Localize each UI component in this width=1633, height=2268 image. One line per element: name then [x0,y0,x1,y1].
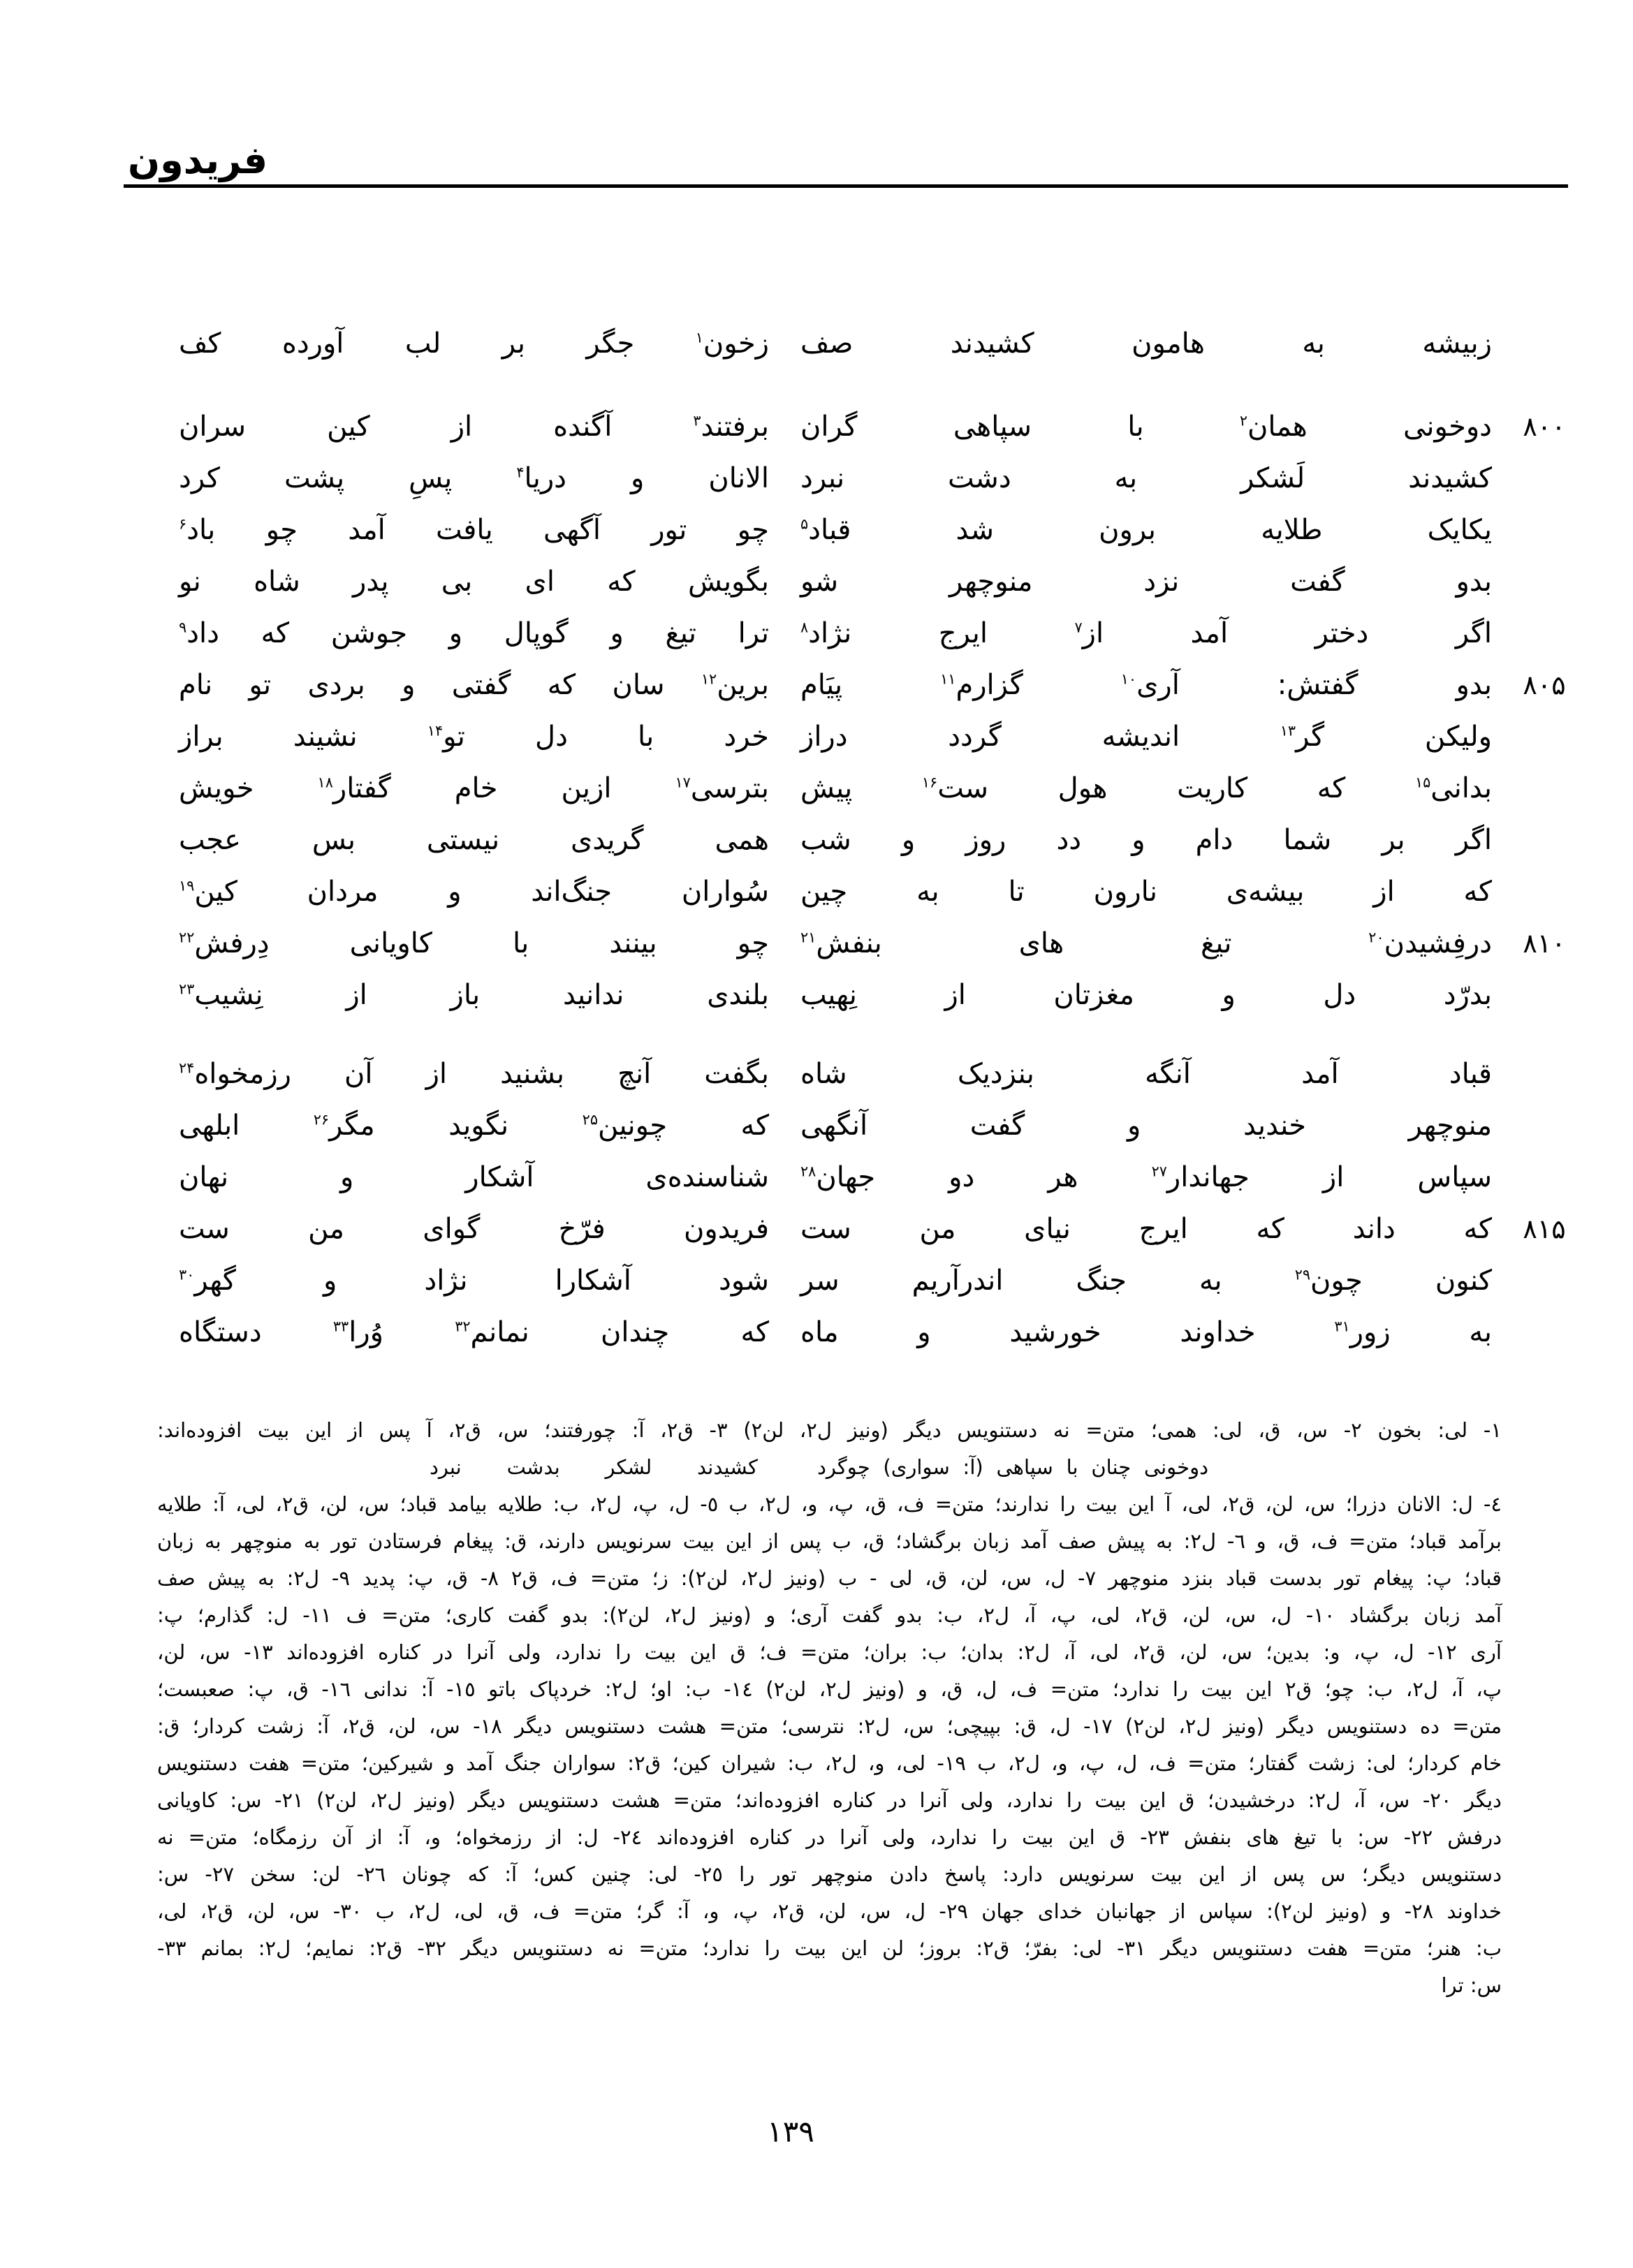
hemistich-left: بترسی$^{۱۷}$ ازین خام گفتار$^{۱۸}$ خویش [179,772,769,804]
hemistich-right: سپاس از جهاندار$^{۲۷}$ هر دو جهان$^{۲۸}$ [800,1161,1492,1193]
verse-row [158,866,1583,918]
verse-row [158,711,1583,763]
footnote-line: برآمد قباد؛ متن= ف، ق، و ٦- ل۲: به پیش صف آمد زبان برگشاد؛ ق، ب پس از این بیت سرنویس دارند، ق: پیغام فرستادن تور به منوچهر به زبان [157,1529,1502,1553]
hemistich-right: قباد آمد آنگه بنزدیک شاه [800,1058,1492,1090]
verse-number: ۸۱۰ [1523,928,1566,959]
verse-row [158,556,1583,608]
verse-row [158,814,1583,866]
hemistich-right: منوچهر خندید و گفت آنگهی [800,1110,1492,1142]
footnote-line: ب: هنر؛ متن= هفت دستنویس دیگر ۳۱- لی: بفرّ؛ ق۲: بروز؛ لن این بیت را ندارد؛ متن= نه دستنویس دیگر ۳۲- ق۲: نمایم؛ ل۲: بمانم ۳۳- [157,1936,1502,1960]
hemistich-left: شود آشکارا نژاد و گهر$^{۳۰}$ [179,1265,769,1297]
hemistich-left: فریدون فرّخ گوای من ست [179,1213,769,1245]
hemistich-left: خرد با دل تو$^{۱۴}$ نشیند براز [179,721,770,753]
verse-row [158,452,1583,504]
footnote-quoted-verse [157,1449,1208,1486]
hemistich-right: اگر بر شما دام و دد روز و شب [800,824,1492,856]
hemistich-left: الانان و دریا$^۴$ پسِ پشت کرد [179,462,769,494]
footnote-line: ٤- ل: الانان دزرا؛ س، لن، ق۲، لی، آ این بیت را ندارند؛ متن= ف، ق، پ، و، ل۲، ب ٥- ل، پ، ل۲، ب: طلایه بیامد قباد؛ س، لن، ق۲، لی، آ: طلایه [157,1492,1502,1516]
hemistich-right: بدانی$^{۱۵}$ که کاریت هول ست$^{۱۶}$ پیش [800,772,1492,804]
hemistich-right: بدرّد دل و مغزتان از نِهیب [800,979,1492,1011]
running-head-title: فریدون [128,138,268,182]
hemistich-left: سُواران جنگ‌اند و مردان کین$^{۱۹}$ [179,876,769,908]
poem-block [158,318,1583,1358]
hemistich-left: بگویش که ای بی پدر شاه نو [179,566,769,598]
hemistich-right: یکایک طلایه برون شد قباد$^۵$ [800,514,1492,546]
hemistich-left: شناسنده‌ی آشکار و نهان [179,1161,769,1193]
hemistich-right: دوخونی همان$^۲$ با سپاهی گران [800,411,1492,443]
verse-row [158,969,1583,1021]
verse-row [158,1151,1583,1203]
footnote-line: دیگر ۲۰- س، آ، ل۲: درخشیدن؛ ق این بیت را ندارد، ولی آنرا در کناره افزوده‌اند؛ متن= هشت دستنویس دیگر (ونیز ل۲، لن۲) ۲۱- س: کاویانی [157,1788,1502,1812]
footnote-line: پ، آ، ل۲، ب: چو؛ ق۲ این بیت را ندارد؛ متن= ف، ل، ق، و (ونیز ل۲، لن۲) ۱٤- ب: او؛ ل۲: خردپاک باتو ۱٥- آ: ندانی ۱٦- ق، پ: صعبست؛ [157,1677,1502,1701]
verse-row [158,918,1583,969]
verse-row [158,504,1583,556]
hemistich-right: بدو گفت نزد منوچهر شو [800,566,1492,598]
header-rule [124,184,1568,188]
verse-row [158,1255,1583,1306]
footnote-line: قباد؛ پ: پیغام تور بدست قباد بنزد منوچهر ۷- ل، س، لن، ق، لی - ب (ونیز ل۲، لن۲): ز؛ متن= ف، ق۲ ۸- ق، پ: پدید ۹- ل۲: به پیش صف [157,1566,1502,1590]
verse-number: ۸۰۵ [1523,670,1566,700]
footnote-line: خداوند ۲۸- و (ونیز لن۲): سپاس از جهانبان خدای جهان ۲۹- ل، س، لن، ق۲، پ، و، آ: گر؛ متن= ف، ق، لی، ل۲، ب ۳۰- س، لن، ق۲، لی، [157,1899,1502,1923]
hemistich-left: بگفت آنچ بشنید از آن رزمخواه$^{۲۴}$ [179,1058,769,1090]
hemistich-left: زخون$^۱$ جگر بر لب آورده کف [179,327,769,360]
hemistich-left: بلندی ندانید باز از نِشیب$^{۲۳}$ [179,979,769,1011]
verse-row [158,1048,1583,1100]
verse-row [158,608,1583,659]
footnote-line: س: ترا [1441,1973,1502,1997]
hemistich-left: که چونین$^{۲۵}$ نگوید مگر$^{۲۶}$ ابلهی [179,1110,770,1142]
hemistich-right: درفِشیدن$^{۲۰}$ تیغ های بنفش$^{۲۱}$ [800,927,1492,959]
verse-row [158,1306,1583,1358]
quote-hemistich-right: دوخونی چنان با سپاهی (آ: سواری) چوگرد [817,1455,1208,1479]
hemistich-right: به زور$^{۳۱}$ خداوند خورشید و ماه [800,1316,1492,1348]
hemistich-left: برین$^{۱۲}$ سان که گفتی و بردی تو نام [179,669,769,701]
footnote-line: خام کردار؛ لی: زشت گفتار؛ متن= ف، ل، پ، و، ل۲، ب ۱۹- لی، و، ل۲، ب: شیران کین؛ ق۲: سواران جنگ آمد و شیرکین؛ متن= هفت دستنویس [157,1751,1502,1775]
verse-number: ۸۰۰ [1523,411,1566,442]
page-number: ۱۳۹ [767,2114,814,2149]
hemistich-left: چو تور آگهی یافت آمد چو باد$^۶$ [179,514,769,546]
quote-hemistich-left: کشیدند لشکر بدشت نبرد [430,1455,758,1479]
hemistich-right: کشیدند لَشکر به دشت نبرد [800,462,1492,494]
verse-row [158,401,1583,452]
verse-row [158,763,1583,814]
hemistich-left: همی گریدی نیستی بس عجب [179,824,769,856]
verse-row [158,659,1583,711]
footnote-line: ۱- لی: بخون ۲- س، ق، لی: همی؛ متن= نه دستنویس دیگر (ونیز ل۲، لن۲) ۳- ق۲، آ: چورفتند؛ س، ق۲، آ پس از این بیت افزوده‌اند: [157,1418,1502,1442]
hemistich-right: زبیشه به هامون کشیدند صف [800,327,1492,360]
verse-number: ۸۱۵ [1523,1214,1566,1244]
footnote-line: آمد زبان برگشاد ۱۰- ل، س، لن، ق۲، لی، پ، آ، ل۲، ب: بدو گفت آری؛ و (ونیز ل۲، لن۲): بدو گفت کاری؛ متن= ف ۱۱- ل: گذارم؛ پ: [157,1603,1502,1627]
hemistich-right: اگر دختر آمد از$^۷$ ایرج نژاد$^۸$ [800,617,1493,649]
apparatus-footnotes [157,1412,1502,2004]
hemistich-right: که داند که ایرج نیای من ست [800,1213,1492,1245]
footnote-line: متن= ده دستنویس دیگر (ونیز ل۲، لن۲) ۱۷- ل، ق: بپیچی؛ س، ل۲: نترسی؛ متن= هشت دستنویس دیگر ۱۸- س، لن، ق۲، آ: زشت کردار؛ ق: [157,1714,1502,1738]
hemistich-right: که از بیشه‌ی نارون تا به چین [800,876,1492,908]
verse-row [158,318,1583,369]
verse-row [158,1100,1583,1151]
verse-row [158,1203,1583,1255]
footnote-line: آری ۱۲- ل، پ، و: بدین؛ س، لن، ق۲، لی، آ، ل۲: بدان؛ ب: بران؛ متن= ف؛ ق این بیت را ندارد، ولی آنرا در کناره افزوده‌اند ۱۳- س، لن، [157,1640,1502,1664]
hemistich-right: کنون چون$^{۲۹}$ به جنگ اندرآریم سر [800,1265,1492,1297]
hemistich-left: چو بینند با کاویانی دِرفش$^{۲۲}$ [179,927,769,959]
hemistich-right: بدو گفتش: آری$^{۱۰}$ گزارم$^{۱۱}$ پیَام [800,669,1492,701]
hemistich-left: ترا تیغ و گوپال و جوشن که داد$^۹$ [179,617,769,649]
hemistich-left: که چندان نمانم$^{۳۲}$ وُرا$^{۳۳}$ دستگاه [179,1316,769,1348]
hemistich-left: برفتند$^۳$ آگنده از کین سران [179,411,769,443]
footnote-line: دستنویس دیگر؛ س پس از این بیت سرنویس دارد: پاسخ دادن منوچهر تور را ۲٥- لی: چنین کس؛ آ: که چونان ۲٦- لن: سخن ۲۷- س: [157,1862,1502,1886]
hemistich-right: ولیکن گر$^{۱۳}$ اندیشه گردد دراز [800,721,1492,753]
footnote-line: درفش ۲۲- س: با تیغ های بنفش ۲۳- ق این بیت را ندارد، ولی آنرا در کناره افزوده‌اند ۲٤- ل: از رزمخواه؛ و، آ: از آن رزمگاه؛ متن= نه [157,1825,1502,1849]
